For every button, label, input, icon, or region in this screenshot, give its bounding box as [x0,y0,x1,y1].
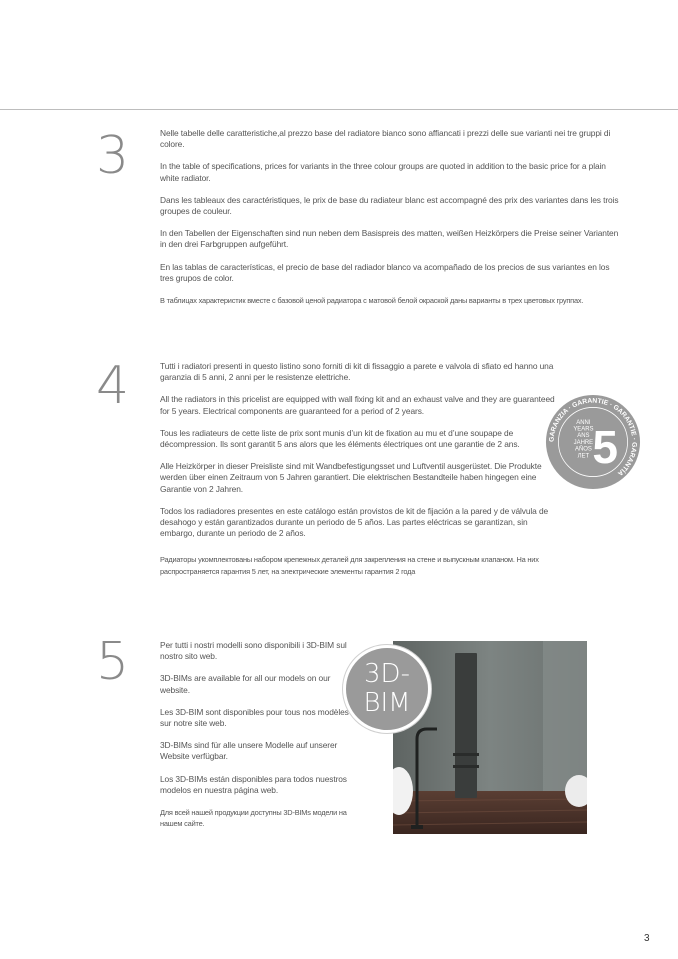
badge-word: ЛЕТ [577,453,590,460]
badge-word: YEARS [573,426,594,433]
paragraph-ru: Радиаторы укомплектованы набором крепежных деталей для закрепления на стене и выпускным клапаном. На них распространяется гарантия 5 лет, на электрические элементы гарантия 2 года [160,555,539,576]
guarantee-badge [545,394,641,490]
badge-ring-text: GARANZIA · GARANTIE · GARANTIE · GARANTÍA [548,397,638,477]
paragraph-fr: Les 3D-BIM sont disponibles pour tous nos modèles sur notre site web. [160,706,349,729]
badge-word: AÑOS [574,446,592,453]
paragraph-ru: В таблицах характеристик вместе с базовой ценой радиатора с матовой белой окраской даны варианты в трех цветовых группах. [160,296,584,306]
bim-badge-line2: BIM [363,688,411,718]
paragraph-es: Todos los radiadores presentes en este catálogo están provistos de kit de fijación a la pared y de válvula de desahogo y están garantizados durante un periodo de 5 años. Las partes eléctricas se garantizan, sin embargo, durante un periodo de 2 años. [160,505,549,539]
paragraph-fr: Dans les tableaux des caractéristiques, le prix de base du radiateur blanc est accompagné des prix des variantes dans les trois groupes de couleur. [160,194,619,217]
paragraph-es: Los 3D-BIMs están disponibles para todos nuestros modelos en nuestra página web. [160,773,347,795]
section-4-text [160,361,555,588]
paragraph-de: 3D-BIMs sind für alle unsere Modelle auf unserer Website verfügbar. [160,740,338,762]
section-number-5: 5 [96,632,130,692]
paragraph-en: All the radiators in this pricelist are equipped with wall fixing kit and an exhaust valve and they are guaranteed for 5 years. Electrical components are guaranteed for a period of 2 years. [160,394,555,416]
paragraph-it: Tutti i radiatori presenti in questo listino sono forniti di kit di fissaggio a parete e valvola di sfiato ed hanno una garanzia di 5 anni, 2 anni per le resistenze elettriche. [160,361,554,383]
paragraph-it: Per tutti i nostri modelli sono disponibili i 3D-BIM sul nostro sito web. [160,640,347,662]
section-number-3: 3 [96,126,130,186]
paragraph-ru: Для всей нашей продукции доступны 3D-BIMs модели на нашем сайте. [160,808,347,829]
badge-digit: 5 [592,421,618,474]
paragraph-en: In the table of specifications, prices for variants in the three colour groups are quoted in addition to the basic price for a plain white radiator. [160,161,606,183]
badge-word: JAHRE [573,439,594,446]
section-number-4: 4 [96,356,130,416]
section-3-text [160,128,622,317]
paragraph-de: Alle Heizkörper in dieser Preisliste sind mit Wandbefestigungsset und Luftventil ausgerüstet. Die Produkte werden über einen Zeitraum von 5 Jahren garantiert. Die elektrischen Bestandteile haben hingegen eine Garantie von 2 Jahren. [160,461,542,494]
page-number: 3 [644,933,650,944]
paragraph-fr: Tous les radiateurs de cette liste de prix sont munis d’un kit de fixation au mu et d’une soupape de décompression. Ils sont garantit 5 ans alors que les éléments électriques ont une garantie de 2 ans. [160,427,520,450]
paragraph-de: In den Tabellen der Eigenschaften sind nun neben dem Basispreis des matten, weißen Heizkörpers die Preise seiner Varianten in den drei Farbgruppen aufgeführt. [160,228,619,250]
bim-badge [343,645,431,733]
paragraph-es: En las tablas de características, el precio de base del radiador blanco va acompañado de los precios de sus variantes en los tres grupos de color. [160,261,610,283]
paragraph-en: 3D-BIMs are available for all our models on our website. [160,673,331,695]
bim-badge-line1: 3D- [364,659,410,689]
header-divider [0,109,678,110]
badge-word: ANNI [576,419,591,426]
badge-word: ANS [577,433,590,440]
section-5-text [160,640,350,840]
paragraph-it: Nelle tabelle delle caratteristiche,al prezzo base del radiatore bianco sono affiancati i prezzi delle sue varianti nei tre gruppi di colore. [160,128,611,150]
